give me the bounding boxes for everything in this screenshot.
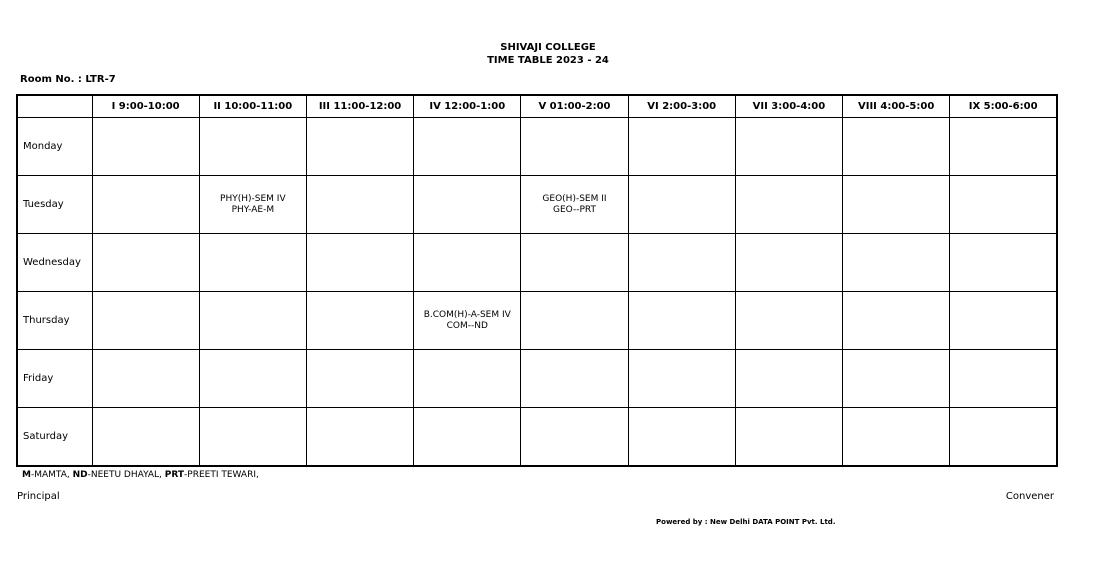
teacher-code: M xyxy=(22,470,31,480)
timetable-cell xyxy=(92,292,199,350)
day-label: Monday xyxy=(17,118,92,176)
timetable-cell xyxy=(199,234,306,292)
class-entry-line: GEO(H)-SEM II xyxy=(542,193,607,204)
class-entry-line: B.COM(H)-A-SEM IV xyxy=(423,309,511,320)
timetable-cell xyxy=(199,118,306,176)
timetable-cell xyxy=(843,118,950,176)
period-header: I 9:00-10:00 xyxy=(92,95,199,118)
timetable-cell xyxy=(628,234,735,292)
class-entry-line: COM--ND xyxy=(446,320,488,331)
timetable-cell xyxy=(950,118,1057,176)
teacher-legend xyxy=(22,470,259,480)
timetable-cell xyxy=(628,292,735,350)
day-label: Friday xyxy=(17,350,92,408)
timetable-cell xyxy=(843,292,950,350)
timetable-cell xyxy=(306,176,413,234)
timetable-cell xyxy=(414,350,521,408)
timetable-cell xyxy=(306,350,413,408)
teacher-name: -MAMTA, xyxy=(30,470,73,480)
day-label: Tuesday xyxy=(17,176,92,234)
class-entry-line: PHY(H)-SEM IV xyxy=(220,193,286,204)
teacher-code: PRT xyxy=(164,470,185,480)
period-header: III 11:00-12:00 xyxy=(306,95,413,118)
timetable-cell xyxy=(521,234,628,292)
class-entry-line: PHY-AE-M xyxy=(231,204,275,215)
day-label: Thursday xyxy=(17,292,92,350)
timetable-cell xyxy=(199,292,306,350)
day-row xyxy=(17,234,1057,292)
header-row xyxy=(17,95,1057,118)
timetable-grid xyxy=(16,94,1058,467)
timetable-cell xyxy=(628,408,735,466)
corner-header xyxy=(17,95,92,118)
timetable-cell xyxy=(414,118,521,176)
timetable-cell xyxy=(92,176,199,234)
timetable-cell xyxy=(843,176,950,234)
timetable-cell xyxy=(843,408,950,466)
timetable-cell xyxy=(843,350,950,408)
timetable-cell xyxy=(735,408,842,466)
timetable-cell xyxy=(628,350,735,408)
teacher-code: ND xyxy=(72,470,88,480)
timetable-cell xyxy=(92,408,199,466)
timetable-cell xyxy=(950,176,1057,234)
principal-label: Principal xyxy=(17,491,60,502)
timetable-cell xyxy=(92,118,199,176)
convener-label: Convener xyxy=(1005,491,1054,502)
timetable-cell xyxy=(735,292,842,350)
timetable-cell xyxy=(843,234,950,292)
timetable-cell xyxy=(199,350,306,408)
timetable-cell xyxy=(521,408,628,466)
timetable-cell xyxy=(414,292,521,350)
day-label: Saturday xyxy=(17,408,92,466)
timetable-cell xyxy=(628,176,735,234)
timetable-cell xyxy=(92,234,199,292)
timetable-cell xyxy=(521,176,628,234)
class-entry-line: GEO--PRT xyxy=(552,204,596,215)
teacher-name: -PREETI TEWARI, xyxy=(184,470,259,480)
period-header: II 10:00-11:00 xyxy=(199,95,306,118)
room-number: Room No. : LTR-7 xyxy=(20,74,116,85)
day-row xyxy=(17,292,1057,350)
timetable-cell xyxy=(199,408,306,466)
timetable-cell xyxy=(521,292,628,350)
timetable-cell xyxy=(414,176,521,234)
period-header: VIII 4:00-5:00 xyxy=(843,95,950,118)
timetable-title: TIME TABLE 2023 - 24 xyxy=(487,55,609,66)
teacher-name: -NEETU DHAYAL, xyxy=(87,470,165,480)
period-header: V 01:00-2:00 xyxy=(521,95,628,118)
timetable-cell xyxy=(735,176,842,234)
college-name: SHIVAJI COLLEGE xyxy=(500,42,596,53)
timetable-cell xyxy=(950,292,1057,350)
timetable-cell xyxy=(92,350,199,408)
period-header: IX 5:00-6:00 xyxy=(950,95,1057,118)
timetable-cell xyxy=(414,234,521,292)
day-row xyxy=(17,408,1057,466)
timetable-cell xyxy=(521,118,628,176)
timetable-cell xyxy=(414,408,521,466)
day-label: Wednesday xyxy=(17,234,92,292)
day-row xyxy=(17,176,1057,234)
timetable-cell xyxy=(306,118,413,176)
timetable-cell xyxy=(306,408,413,466)
day-row xyxy=(17,350,1057,408)
period-header: IV 12:00-1:00 xyxy=(414,95,521,118)
day-row xyxy=(17,118,1057,176)
timetable-cell xyxy=(950,350,1057,408)
timetable-cell xyxy=(950,408,1057,466)
timetable-cell xyxy=(735,118,842,176)
timetable-cell xyxy=(306,292,413,350)
period-header: VI 2:00-3:00 xyxy=(628,95,735,118)
timetable-cell xyxy=(306,234,413,292)
period-header: VII 3:00-4:00 xyxy=(735,95,842,118)
timetable-cell xyxy=(199,176,306,234)
powered-by: Powered by : New Delhi DATA POINT Pvt. Ltd. xyxy=(656,518,836,526)
timetable-cell xyxy=(628,118,735,176)
timetable-cell xyxy=(950,234,1057,292)
timetable-cell xyxy=(521,350,628,408)
timetable-cell xyxy=(735,234,842,292)
timetable-cell xyxy=(735,350,842,408)
